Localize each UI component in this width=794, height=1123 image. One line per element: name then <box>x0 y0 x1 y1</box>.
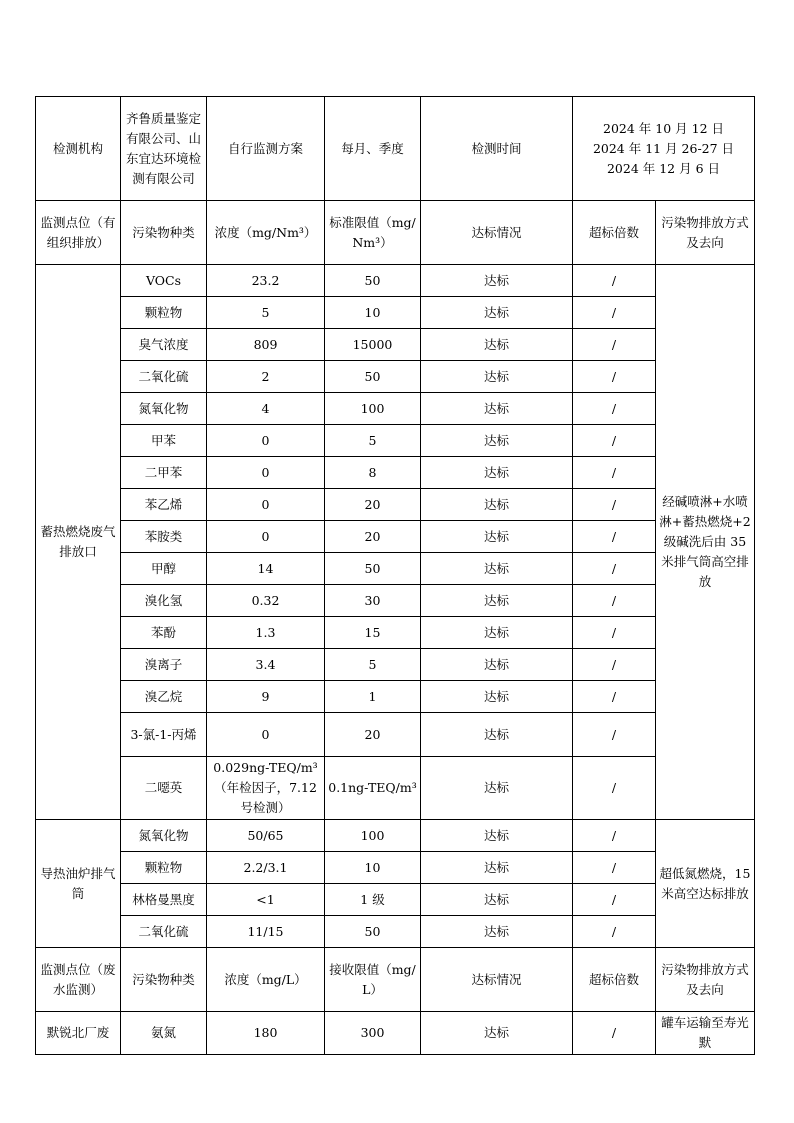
standard-limit: 15 <box>325 617 421 649</box>
concentration: 23.2 <box>207 265 325 297</box>
exceed-multiple: / <box>573 820 656 852</box>
concentration: 0 <box>207 425 325 457</box>
table-row <box>36 329 755 361</box>
pollutant-name: 溴离子 <box>121 649 207 681</box>
pollutant-name: 林格曼黑度 <box>121 884 207 916</box>
standard-limit: 20 <box>325 713 421 757</box>
section-wastewater <box>36 1012 755 1055</box>
table-row <box>36 1012 755 1055</box>
compliance-status: 达标 <box>421 361 573 393</box>
compliance-status: 达标 <box>421 681 573 713</box>
standard-limit: 1 <box>325 681 421 713</box>
compliance-status: 达标 <box>421 297 573 329</box>
exceed-multiple: / <box>573 884 656 916</box>
pollutant-name: VOCs <box>121 265 207 297</box>
pollutant-name: 苯乙烯 <box>121 489 207 521</box>
standard-limit: 15000 <box>325 329 421 361</box>
header-exceed: 超标倍数 <box>573 948 656 1012</box>
concentration: 0 <box>207 457 325 489</box>
table-row <box>36 489 755 521</box>
standard-limit: 8 <box>325 457 421 489</box>
header-limit: 标准限值（mg/Nm³） <box>325 201 421 265</box>
compliance-status: 达标 <box>421 457 573 489</box>
pollutant-name: 臭气浓度 <box>121 329 207 361</box>
compliance-status: 达标 <box>421 553 573 585</box>
table-row <box>36 916 755 948</box>
standard-limit: 20 <box>325 521 421 553</box>
test-date: 2024 年 12 月 6 日 <box>606 160 721 176</box>
compliance-status: 达标 <box>421 489 573 521</box>
header-method: 污染物排放方式及去向 <box>656 948 755 1012</box>
standard-limit: 0.1ng-TEQ/m³ <box>325 757 421 820</box>
exceed-multiple: / <box>573 521 656 553</box>
standard-limit: 10 <box>325 852 421 884</box>
standard-limit: 50 <box>325 265 421 297</box>
header-point: 监测点位（废水监测） <box>36 948 121 1012</box>
standard-limit: 50 <box>325 361 421 393</box>
table-row <box>36 585 755 617</box>
standard-limit: 30 <box>325 585 421 617</box>
exceed-multiple: / <box>573 1012 656 1055</box>
concentration: 2.2/3.1 <box>207 852 325 884</box>
pollutant-name: 甲苯 <box>121 425 207 457</box>
header-pollutant: 污染物种类 <box>121 201 207 265</box>
header-pollutant: 污染物种类 <box>121 948 207 1012</box>
compliance-status: 达标 <box>421 852 573 884</box>
table-row <box>36 820 755 852</box>
discharge-method: 经碱喷淋+水喷淋+蓄热燃烧+2 级碱洗后由 35 米排气筒高空排放 <box>656 265 755 820</box>
table-row <box>36 852 755 884</box>
exceed-multiple: / <box>573 649 656 681</box>
standard-limit: 5 <box>325 649 421 681</box>
pollutant-name: 溴化氢 <box>121 585 207 617</box>
concentration: 1.3 <box>207 617 325 649</box>
exceed-multiple: / <box>573 297 656 329</box>
exceed-multiple: / <box>573 457 656 489</box>
pollutant-name: 颗粒物 <box>121 297 207 329</box>
concentration: 2 <box>207 361 325 393</box>
exceed-multiple: / <box>573 265 656 297</box>
table-row <box>36 757 755 820</box>
compliance-status: 达标 <box>421 916 573 948</box>
pollutant-name: 苯胺类 <box>121 521 207 553</box>
exceed-multiple: / <box>573 489 656 521</box>
info-row <box>36 97 755 201</box>
concentration: 5 <box>207 297 325 329</box>
table-row <box>36 649 755 681</box>
table-row <box>36 265 755 297</box>
compliance-status: 达标 <box>421 617 573 649</box>
standard-limit: 10 <box>325 297 421 329</box>
table-row <box>36 425 755 457</box>
exceed-multiple: / <box>573 757 656 820</box>
standard-limit: 50 <box>325 553 421 585</box>
table-row <box>36 681 755 713</box>
compliance-status: 达标 <box>421 757 573 820</box>
concentration: 3.4 <box>207 649 325 681</box>
table-row <box>36 553 755 585</box>
label-org: 检测机构 <box>36 97 121 201</box>
header-limit: 接收限值（mg/L） <box>325 948 421 1012</box>
exceed-multiple: / <box>573 617 656 649</box>
monitoring-point: 蓄热燃烧废气排放口 <box>36 265 121 820</box>
monitoring-table <box>35 96 755 1055</box>
table-row <box>36 521 755 553</box>
table-row <box>36 617 755 649</box>
frequency: 每月、季度 <box>325 97 421 201</box>
standard-limit: 50 <box>325 916 421 948</box>
header-status: 达标情况 <box>421 201 573 265</box>
label-time: 检测时间 <box>421 97 573 201</box>
compliance-status: 达标 <box>421 393 573 425</box>
monitoring-point: 默锐北厂废 <box>36 1012 121 1055</box>
exceed-multiple: / <box>573 681 656 713</box>
org-name: 齐鲁质量鉴定有限公司、山东宜达环境检测有限公司 <box>121 97 207 201</box>
test-dates <box>573 97 755 201</box>
header-point: 监测点位（有组织排放） <box>36 201 121 265</box>
pollutant-name: 溴乙烷 <box>121 681 207 713</box>
header-method: 污染物排放方式及去向 <box>656 201 755 265</box>
monitoring-plan: 自行监测方案 <box>207 97 325 201</box>
pollutant-name: 颗粒物 <box>121 852 207 884</box>
test-date: 2024 年 11 月 26-27 日 <box>592 140 735 156</box>
standard-limit: 100 <box>325 820 421 852</box>
header-conc: 浓度（mg/L） <box>207 948 325 1012</box>
header-exceed: 超标倍数 <box>573 201 656 265</box>
compliance-status: 达标 <box>421 649 573 681</box>
water-header-row <box>36 948 755 1012</box>
compliance-status: 达标 <box>421 265 573 297</box>
exceed-multiple: / <box>573 713 656 757</box>
exceed-multiple: / <box>573 585 656 617</box>
pollutant-name: 二氧化硫 <box>121 361 207 393</box>
concentration: 0 <box>207 521 325 553</box>
test-date: 2024 年 10 月 12 日 <box>603 120 724 136</box>
concentration: 0.32 <box>207 585 325 617</box>
pollutant-name: 二氧化硫 <box>121 916 207 948</box>
discharge-method: 超低氮燃烧，15 米高空达标排放 <box>656 820 755 948</box>
compliance-status: 达标 <box>421 329 573 361</box>
section-oil-furnace <box>36 820 755 948</box>
header-status: 达标情况 <box>421 948 573 1012</box>
concentration: 809 <box>207 329 325 361</box>
monitoring-point: 导热油炉排气筒 <box>36 820 121 948</box>
standard-limit: 1 级 <box>325 884 421 916</box>
exceed-multiple: / <box>573 361 656 393</box>
pollutant-name: 甲醇 <box>121 553 207 585</box>
exceed-multiple: / <box>573 425 656 457</box>
concentration: 9 <box>207 681 325 713</box>
pollutant-name: 3-氯-1-丙烯 <box>121 713 207 757</box>
table-row <box>36 713 755 757</box>
compliance-status: 达标 <box>421 521 573 553</box>
pollutant-name: 二噁英 <box>121 757 207 820</box>
exceed-multiple: / <box>573 916 656 948</box>
compliance-status: 达标 <box>421 425 573 457</box>
concentration: 0 <box>207 713 325 757</box>
pollutant-name: 氮氧化物 <box>121 393 207 425</box>
table-row <box>36 884 755 916</box>
standard-limit: 300 <box>325 1012 421 1055</box>
pollutant-name: 二甲苯 <box>121 457 207 489</box>
exceed-multiple: / <box>573 852 656 884</box>
table-row <box>36 457 755 489</box>
pollutant-name: 苯酚 <box>121 617 207 649</box>
compliance-status: 达标 <box>421 1012 573 1055</box>
concentration: 180 <box>207 1012 325 1055</box>
exceed-multiple: / <box>573 553 656 585</box>
table-row <box>36 393 755 425</box>
compliance-status: 达标 <box>421 820 573 852</box>
compliance-status: 达标 <box>421 884 573 916</box>
concentration: 0 <box>207 489 325 521</box>
table-row <box>36 297 755 329</box>
table-row <box>36 361 755 393</box>
discharge-method: 罐车运输至寿光默 <box>656 1012 755 1055</box>
concentration: 50/65 <box>207 820 325 852</box>
concentration: <1 <box>207 884 325 916</box>
pollutant-name: 氮氧化物 <box>121 820 207 852</box>
pollutant-name: 氨氮 <box>121 1012 207 1055</box>
exceed-multiple: / <box>573 393 656 425</box>
gas-header-row <box>36 201 755 265</box>
concentration: 0.029ng-TEQ/m³（年检因子，7.12 号检测） <box>207 757 325 820</box>
concentration: 11/15 <box>207 916 325 948</box>
header-conc: 浓度（mg/Nm³） <box>207 201 325 265</box>
standard-limit: 100 <box>325 393 421 425</box>
compliance-status: 达标 <box>421 585 573 617</box>
section-rto-exhaust <box>36 265 755 820</box>
compliance-status: 达标 <box>421 713 573 757</box>
standard-limit: 20 <box>325 489 421 521</box>
concentration: 14 <box>207 553 325 585</box>
concentration: 4 <box>207 393 325 425</box>
standard-limit: 5 <box>325 425 421 457</box>
exceed-multiple: / <box>573 329 656 361</box>
